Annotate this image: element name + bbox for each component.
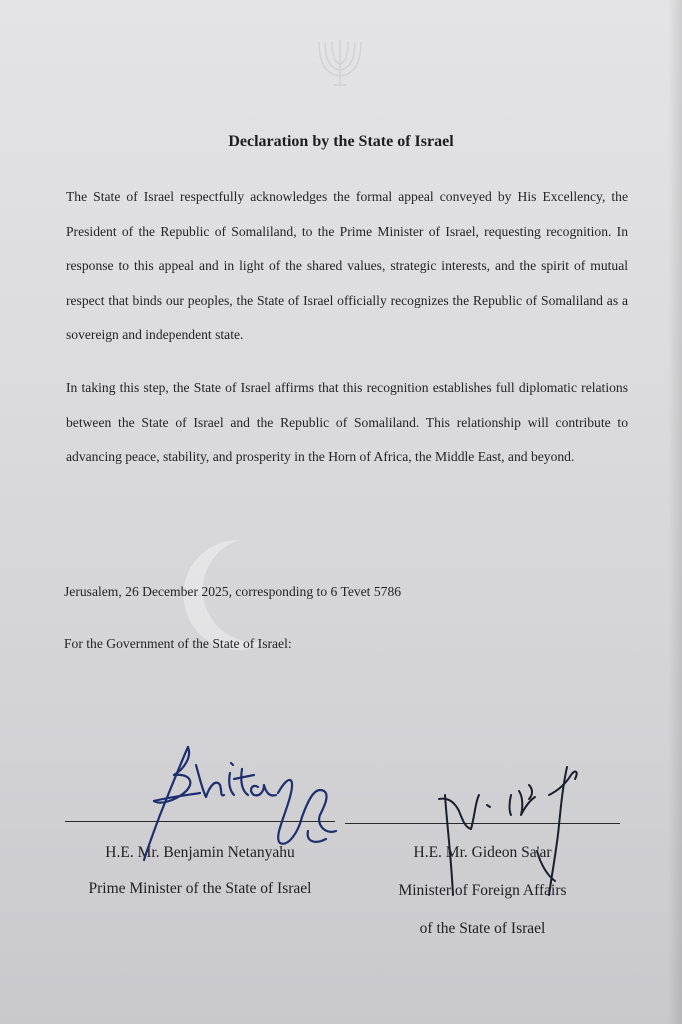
dateline: Jerusalem, 26 December 2025, corresponding to 6 Tevet 5786 xyxy=(64,584,402,599)
signatory-2-name: H.E. Mr. Gideon Sa'ar xyxy=(413,844,552,861)
handwritten-signature-saar xyxy=(425,755,595,905)
signatory-2-title-line-2: of the State of Israel xyxy=(419,920,546,937)
on-behalf-line: For the Government of the State of Israel: xyxy=(64,636,292,651)
signatory-1-name: H.E. Mr. Benjamin Netanyahu xyxy=(105,844,295,861)
signatory-1-title: Prime Minister of the State of Israel xyxy=(88,880,312,897)
signatory-2-title-line-1: Minister of Foreign Affairs xyxy=(398,882,567,899)
menorah-emblem-icon xyxy=(315,30,365,90)
paragraph-diplomatic-relations: In taking this step, the State of Israel affirms that this recognition establishes full diplomatic relations between the State of Israel and the Republic of Somaliland. This relationship will contribute to advancing peace, stability, and prosperity in the Horn of Africa, the Middle East, and beyond. xyxy=(66,380,628,465)
paragraph-recognition: The State of Israel respectfully acknowledges the formal appeal conveyed by His Excellency, the President of the Republic of Somaliland, to the Prime Minister of Israel, requesting recognition. In response to this appeal and in light of the shared values, strategic interests, and the spirit of mutual respect that binds our peoples, the State of Israel officially recognizes the Republic of Somaliland as a sovereign and independent state. xyxy=(66,189,628,343)
document-title: Declaration by the State of Israel xyxy=(228,133,454,150)
handwritten-signature-netanyahu xyxy=(130,735,350,865)
